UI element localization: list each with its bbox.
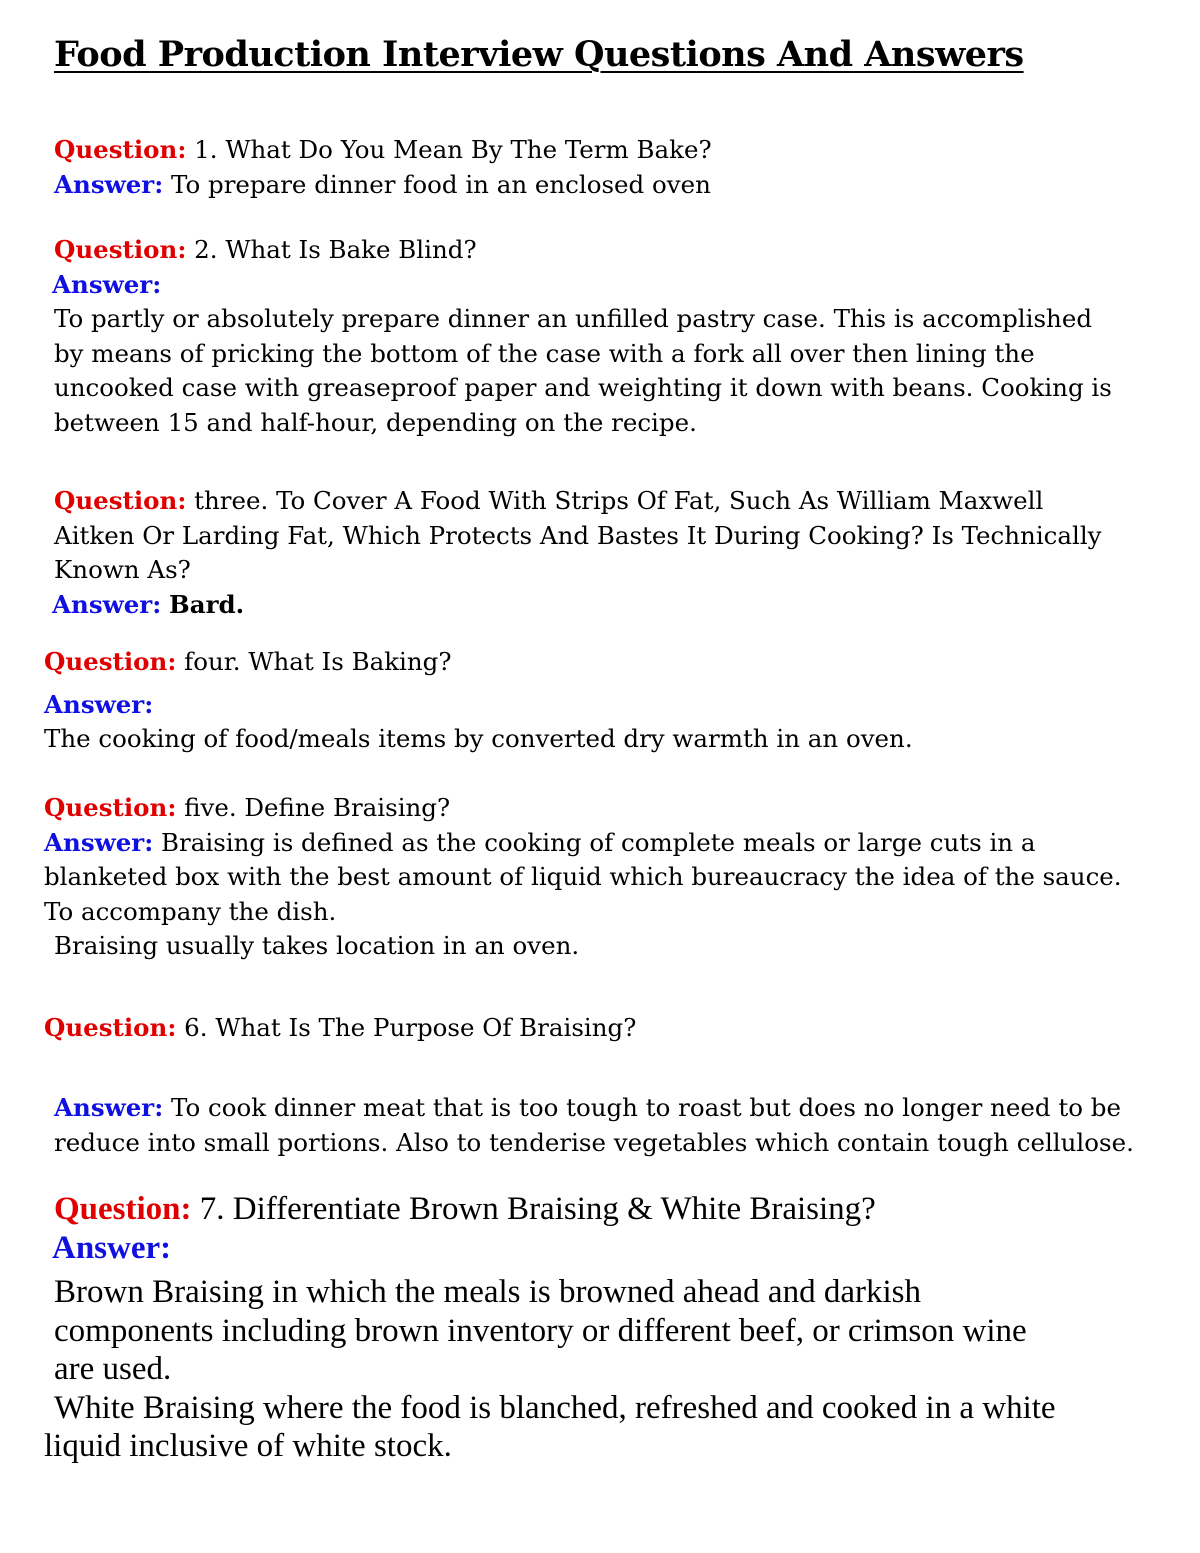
answer-text: Bard. [169,589,245,619]
question-line [44,645,913,680]
answer-label: Answer: [52,1229,172,1266]
qa-item-5 [44,791,1122,964]
question-text: three. To Cover A Food With Strips Of Fat, Such As William Maxwell [194,486,1044,515]
qa-item-6 [44,1011,636,1046]
answer-text-line: by means of pricking the bottom of the case with a fork all over then lining the [54,338,1035,368]
answer-line [52,268,1112,303]
answer-line [52,1229,1056,1268]
qa-item-3 [54,484,1102,622]
question-label: Question: [44,1013,177,1042]
answer-text: Braising is defined as the cooking of complete meals or large cuts in a [161,827,1036,857]
question-text: five. Define Braising? [184,793,451,822]
answer-label: Answer: [44,689,154,719]
question-label: Question: [54,135,187,164]
question-label: Question: [54,235,187,264]
qa-item-2 [54,233,1112,440]
question-label: Question: [44,647,177,676]
answer-line [44,688,913,723]
question-text: four. What Is Baking? [184,647,452,676]
answer-label: Answer: [52,589,162,619]
question-line [54,133,712,168]
question-line [54,233,1112,268]
question-label: Question: [54,1191,192,1227]
question-line [54,1190,1056,1229]
answer-text-line: Braising usually takes location in an oven. [54,931,580,960]
answer-text-line: Brown Braising in which the meals is browned ahead and darkish [54,1274,921,1310]
answer-line [52,588,1102,623]
answer-text-line: To accompany the dish. [44,896,337,926]
answer-label: Answer: [52,269,162,299]
answer-text: To cook dinner meat that is too tough to roast but does no longer need to be [171,1093,1121,1122]
question-text: 6. What Is The Purpose Of Braising? [184,1013,637,1042]
qa-item-4 [44,645,913,757]
answer-text: To prepare dinner food in an enclosed oven [171,169,711,199]
answer-text-line: To partly or absolutely prepare dinner an unfilled pastry case. This is accomplished [54,304,1093,333]
question-line [54,484,1102,519]
answer-text-line: uncooked case with greaseproof paper and weighting it down with beans. Cooking is [54,373,1112,402]
answer-text-line: White Braising where the food is blanched, refreshed and cooked in a white [54,1389,1056,1426]
question-line [44,1011,636,1046]
question-text-line: Known As? [54,555,191,584]
answer-label: Answer: [54,1093,164,1122]
question-text: 7. Differentiate Brown Braising & White Braising? [199,1191,876,1227]
answer-text-line: components including brown inventory or different beef, or crimson wine [54,1312,1027,1349]
answer-label: Answer: [44,827,154,857]
answer-line [54,168,712,203]
qa-item-6-answer [54,1091,1134,1160]
question-text: 1. What Do You Mean By The Term Bake? [194,135,712,164]
answer-text-line: liquid inclusive of white stock. [44,1428,452,1464]
answer-text-line: are used. [54,1351,172,1387]
answer-label: Answer: [54,169,164,199]
qa-item-1 [54,133,712,202]
question-line [44,791,1122,826]
question-text: 2. What Is Bake Blind? [194,235,477,264]
answer-text-line: The cooking of food/meals items by converted dry warmth in an oven. [44,724,913,753]
question-label: Question: [54,486,187,515]
answer-line [54,1091,1134,1126]
answer-line [44,826,1122,861]
answer-text-line: reduce into small portions. Also to tenderise vegetables which contain tough cellulose. [54,1127,1134,1157]
question-text-line: Aitken Or Larding Fat, Which Protects And Bastes It During Cooking? Is Technically [54,520,1102,550]
document-title: Food Production Interview Questions And Answers [54,34,1024,75]
answer-text-line: blanketed box with the best amount of liquid which bureaucracy the idea of the sauce. [44,862,1122,891]
question-label: Question: [44,793,177,822]
answer-text-line: between 15 and half-hour, depending on the recipe. [54,407,697,437]
qa-item-7 [44,1190,1056,1466]
